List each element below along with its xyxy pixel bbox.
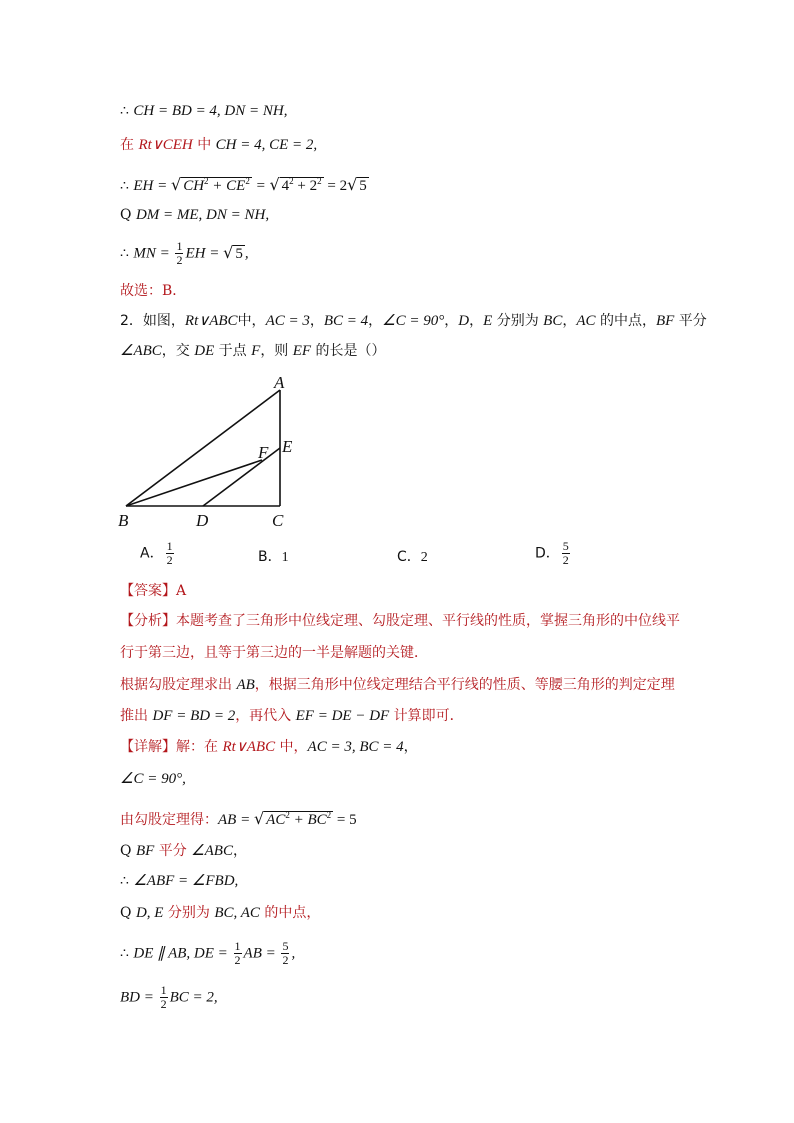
option-d — [535, 540, 572, 567]
detail-line-8 — [120, 984, 218, 1011]
detail-line-1 — [120, 738, 418, 756]
detail-line-5 — [120, 872, 238, 890]
line-3 — [120, 172, 369, 195]
math-expression: EH = — [185, 245, 224, 262]
math-symbol: BC, AC — [214, 905, 260, 921]
text: ， — [309, 313, 324, 329]
numerator: 1 — [160, 983, 167, 997]
math-expression: BC = 4 — [323, 313, 369, 329]
segment-de — [203, 448, 280, 506]
math-triangle: Rt∨CEH — [138, 137, 193, 153]
answer-value: A — [176, 583, 187, 599]
text: 中， — [237, 313, 266, 329]
text: 中， — [275, 739, 308, 755]
text: ，根据三角形中位线定理结合平行线的性质、等腰三角形的判定定理 — [254, 677, 675, 693]
math-expression: BD = — [120, 989, 158, 1006]
text: 在 — [120, 137, 139, 153]
math-expression: ∠ABC — [120, 343, 162, 359]
denominator: 2 — [282, 953, 289, 967]
question-line-1 — [120, 312, 707, 330]
analysis-line-4 — [120, 707, 464, 725]
triangle-figure — [110, 368, 310, 530]
therefore-sign: ∴ — [120, 103, 134, 119]
term: + 2 — [293, 178, 318, 194]
therefore-sign: ∴ — [120, 245, 134, 262]
math-expression: EH = — [133, 178, 171, 194]
sqrt-expression: √ $4^2 + 2^2$ — [269, 175, 322, 194]
punctuation: , — [182, 771, 186, 787]
math-symbol: D — [458, 313, 470, 329]
math-symbol: AC — [576, 313, 596, 329]
exponent: 2 — [317, 176, 322, 186]
denominator: 2 — [234, 953, 241, 967]
line-6 — [120, 282, 186, 300]
therefore-sign: ∴ — [120, 945, 134, 962]
text: 解：在 — [176, 739, 223, 755]
label-a: A — [274, 373, 285, 392]
text: 分别为 — [492, 313, 544, 329]
analysis-line-2 — [120, 644, 428, 662]
line-1 — [120, 102, 287, 120]
text: 平分 — [674, 313, 707, 329]
math-symbol: E — [483, 313, 493, 329]
punctuation: ． — [172, 283, 187, 299]
text: 的中点， — [259, 905, 321, 921]
text: 根据勾股定理求出 — [120, 677, 237, 693]
option-value: 1 — [281, 550, 289, 565]
math-symbol: BF — [135, 843, 155, 859]
math-symbol: EF — [292, 343, 312, 359]
because-sign: Q — [120, 207, 136, 223]
answer-choice: B — [162, 283, 173, 299]
punctuation: , — [291, 945, 296, 962]
line-4 — [120, 206, 269, 224]
label-d: D — [196, 511, 209, 530]
text: 分别为 — [163, 905, 215, 921]
fraction — [281, 940, 289, 967]
option-label: A． — [140, 545, 164, 562]
option-label: B． — [258, 549, 282, 565]
math-expression: DE ∥ AB, DE = — [133, 945, 232, 962]
exponent: 2 — [326, 810, 332, 820]
math-expression: ∠ABF = ∠FBD — [133, 873, 235, 889]
math-symbol: BF — [655, 313, 675, 329]
line-5 — [120, 240, 249, 267]
answer-heading: 【答案】 — [120, 583, 176, 599]
option-b — [258, 546, 289, 566]
exponent: 2 — [204, 176, 209, 186]
text: 的中点， — [595, 313, 656, 329]
math-symbol: F — [251, 343, 261, 359]
math-expression: ∠ABC — [191, 843, 233, 859]
fraction — [562, 540, 570, 567]
numerator: 5 — [562, 539, 569, 553]
detail-heading: 【详解】 — [120, 739, 176, 755]
question-number: 2．如图， — [120, 313, 185, 329]
text: ，交 — [161, 343, 195, 359]
label-f: F — [258, 443, 269, 462]
text: ， — [368, 313, 383, 329]
punctuation: , — [234, 873, 239, 889]
sqrt-expression: √ 5 — [223, 242, 243, 262]
denominator: 2 — [166, 553, 173, 567]
math-symbol: AB — [236, 677, 255, 693]
punctuation: , — [313, 137, 318, 153]
because-sign: Q — [120, 905, 136, 921]
text: ，再代入 — [235, 708, 296, 724]
option-label: C． — [397, 549, 421, 565]
math-symbol: D, E — [135, 905, 164, 921]
sqrt-expression: √ $CH^2 + CE^2$ — [170, 175, 250, 194]
math-expression: AB = — [218, 812, 254, 828]
math-expression: BC = 2, — [169, 989, 218, 1006]
numerator: 1 — [176, 239, 183, 253]
punctuation: , — [244, 245, 249, 262]
text: 计算即可． — [389, 708, 464, 724]
term: = 5 — [333, 812, 357, 828]
analysis-line-3 — [120, 676, 675, 694]
detail-line-3 — [120, 806, 357, 829]
math-expression: ∠C = 90° — [382, 313, 445, 329]
punctuation: , — [265, 207, 270, 223]
text: 于点 — [214, 343, 252, 359]
denominator: 2 — [176, 253, 183, 267]
therefore-sign: ∴ — [120, 178, 134, 194]
math-expression: CH = 4, CE = 2 — [215, 137, 314, 153]
equals: = — [251, 178, 270, 194]
term: + CE — [208, 178, 246, 194]
term: 5 — [359, 178, 367, 194]
option-value: 2 — [420, 550, 428, 565]
because-sign: Q — [120, 843, 136, 859]
sqrt-expression: √ 5 — [347, 175, 367, 194]
math-triangle: Rt∨ABC — [222, 739, 276, 755]
math-expression: CH = BD = 4, DN = NH — [133, 103, 284, 119]
term: + BC — [289, 812, 327, 828]
answer-choice-label: 故选： — [120, 283, 162, 299]
math-expression: AB = — [243, 945, 280, 962]
exponent: 2 — [285, 810, 290, 820]
fraction — [166, 540, 174, 567]
numerator: 1 — [234, 939, 241, 953]
fraction — [175, 240, 183, 267]
label-e: E — [282, 437, 293, 456]
text: ， — [469, 313, 484, 329]
detail-line-6 — [120, 904, 320, 922]
numerator: 5 — [282, 939, 289, 953]
fraction — [160, 984, 168, 1011]
math-symbol: BC — [543, 313, 563, 329]
answer-line — [120, 582, 186, 600]
label-c: C — [272, 511, 284, 530]
sqrt-expression: √ $AC^2 + BC^2$ — [253, 809, 332, 828]
detail-line-4 — [120, 842, 247, 860]
label-b: B — [118, 511, 129, 530]
option-c — [397, 546, 428, 566]
option-label: D． — [535, 545, 560, 562]
text: ， — [562, 313, 577, 329]
math-expression: AC = 3 — [265, 313, 310, 329]
analysis-heading: 【分析】 — [120, 613, 176, 629]
text: ，则 — [260, 343, 293, 359]
analysis-line-1 — [120, 612, 680, 630]
text: 本题考查了三角形中位线定理、勾股定理、平行线的性质，掌握三角形的中位线平 — [176, 613, 680, 629]
fraction — [234, 940, 242, 967]
text: ， — [403, 739, 418, 755]
option-a — [140, 540, 176, 567]
segment-ab — [126, 390, 280, 506]
text: 中 — [192, 137, 216, 153]
denominator: 2 — [160, 997, 167, 1011]
term: CH — [183, 178, 205, 194]
math-expression: AC = 3, BC = 4 — [307, 739, 404, 755]
line-2 — [120, 136, 317, 154]
term: AC — [266, 812, 286, 828]
denominator: 2 — [562, 553, 569, 567]
math-expression: DM = ME, DN = NH — [135, 207, 266, 223]
detail-line-2 — [120, 770, 186, 788]
term: 4 — [281, 178, 290, 194]
question-line-2 — [120, 342, 386, 360]
math-expression: DF = BD = 2 — [152, 708, 236, 724]
text: 由勾股定理得： — [120, 812, 218, 828]
math-expression: ∠C = 90° — [120, 771, 183, 787]
text: 平分 — [154, 843, 192, 859]
text: ， — [232, 843, 247, 859]
exponent: 2 — [245, 176, 250, 186]
punctuation: , — [283, 103, 288, 119]
exponent: 2 — [289, 176, 294, 186]
therefore-sign: ∴ — [120, 873, 134, 889]
math-expression: EF = DE − DF — [295, 708, 390, 724]
text: 行于第三边，且等于第三边的一半是解题的关键． — [120, 645, 428, 661]
text: ， — [444, 313, 459, 329]
numerator: 1 — [166, 539, 173, 553]
math-expression: MN = — [133, 245, 174, 262]
term: = 2 — [323, 178, 348, 194]
math-symbol: DE — [194, 343, 215, 359]
detail-line-7 — [120, 940, 295, 967]
math-triangle: Rt∨ABC — [184, 313, 238, 329]
term: 5 — [235, 245, 243, 262]
segment-bf — [126, 460, 262, 506]
text: 推出 — [120, 708, 153, 724]
text: 的长是（） — [311, 343, 386, 359]
